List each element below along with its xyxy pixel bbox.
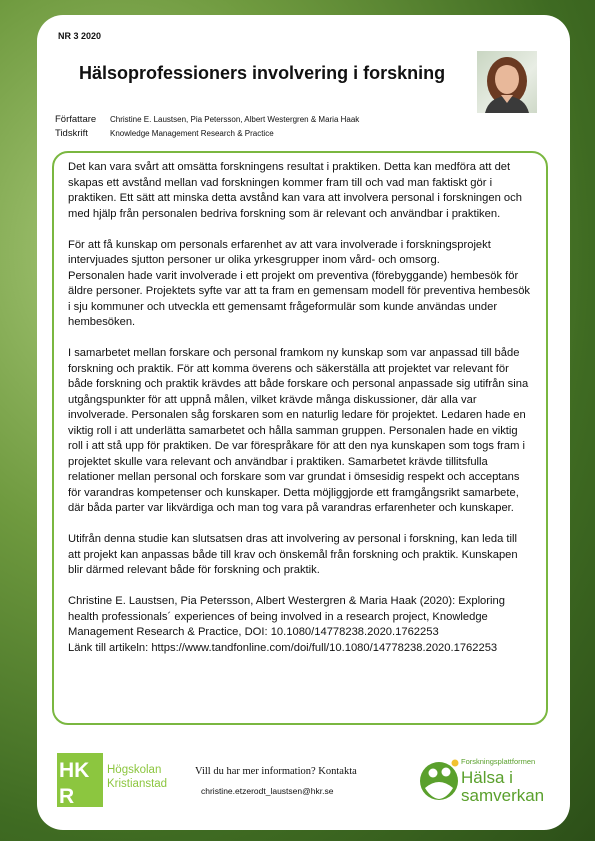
author-portrait-image	[477, 51, 537, 113]
platform-logo	[417, 748, 562, 815]
platform-line1: Hälsa i	[461, 768, 513, 787]
authors-label: Författare	[55, 114, 97, 125]
authors-value: Christine E. Laustsen, Pia Petersson, Albert Westergren & Maria Haak	[110, 115, 360, 124]
journal-row	[55, 128, 274, 139]
issue-number: NR 3 2020	[58, 31, 102, 41]
journal-value: Knowledge Management Research & Practice	[110, 129, 274, 138]
body-text	[68, 160, 532, 656]
contact-email[interactable]: christine.etzerodt_laustsen@hkr.se	[201, 786, 334, 796]
paragraph-intro: Det kan vara svårt att omsätta forskningens resultat i praktiken. Detta kan medföra att det skapas ett avstånd mellan vad forskningen kommer fram till och vad man faktiskt gör i praktiken. Ett sätt att minska detta avstånd kan vara att involvera personal i forskningen och med hjälp från personalen bedriva forskning som är relevant och användbar i praktiken.	[68, 161, 522, 220]
hkr-name-line2: Kristianstad	[107, 778, 168, 790]
page-title: Hälsoprofessioners involvering i forskning	[79, 63, 446, 83]
author-photo	[477, 51, 537, 113]
article-card	[37, 15, 570, 830]
paragraph-method-a: För att få kunskap om personals erfarenhet av att vara involverade i forskningsprojekt intervjuades sjutton personer ur olika yrkesgrupper inom vård- och omsorg.	[68, 238, 491, 266]
platform-line2: samverkan	[461, 786, 545, 805]
paragraph-method-b: Personalen hade varit involverade i ett projekt om preventiva (förebyggande) hembesök för äldre personer. Projektets syfte var att ta fram en gemensam modell för preventiva hembesök i sju kommuner och utveckla ett gemensamt frågeformulär som kunde användas under hembesöken.	[68, 269, 531, 328]
hkr-letters-top: HK	[59, 759, 90, 782]
reference-citation: Christine E. Laustsen, Pia Petersson, Albert Westergren & Maria Haak (2020): Exploring health professionals´ experiences of being involved in a research project, Knowledge Management Research & Practice, DOI: 10.1080/14778238.2020.1762253	[68, 595, 505, 638]
hkr-letters-bottom: R	[59, 785, 75, 808]
summary-box	[52, 151, 548, 725]
article-link[interactable]: Länk till artikeln: https://www.tandfonline.com/doi/full/10.1080/14778238.2020.1762253	[68, 641, 498, 654]
contact-question: Vill du har mer information? Kontakta	[195, 766, 357, 777]
contact-block	[195, 766, 357, 796]
paragraph-results: I samarbetet mellan forskare och personal framkom ny kunskap som var anpassad till både forskning och praktik. För att komma överens och säkerställa att projektet var relevant för både forskning och praktik krävdes att både forskare och personal anpassade sig utifrån sina utgångspunkter för att uppnå målen, vilket krävde många diskussioner, där alla var involverade. Personalen såg forskaren som en naturlig ledare för projektet. Ledaren hade en viktig roll i att underlätta samarbetet och hålla samman gruppen. Personalen hade en viktig roll i att stå upp för praktiken. De var förespråkare för att den nya kunskapen som togs fram i projektet skulle vara relevant och användbar i praktiken. Samarbetet krävde tillitsfulla relationer mellan personal och forskare som var grundat i ömsesidig respekt och acceptans för varandras kompetenser och kunskaper. Detta möjliggjorde ett framgångsrikt samarbete, där båda parter var likvärdiga och man tog vara på varandras erfarenheter och kunskaper.	[68, 347, 529, 514]
platform-logo-graphic	[417, 748, 562, 810]
journal-label: Tidskrift	[55, 128, 88, 139]
reference-block	[68, 594, 532, 656]
hkr-logo	[57, 753, 182, 814]
authors-row	[55, 114, 359, 125]
hkr-name-line1: Högskolan	[107, 764, 162, 776]
platform-small-text: Forskningsplattformen	[461, 757, 536, 766]
paragraph-conclusion: Utifrån denna studie kan slutsatsen dras att involvering av personal i forskning, kan leda till att projekt kan anpassas både till krav och önskemål från forskning och praktik. Kunskapen blir därmed relevant både för forskning och praktik.	[68, 533, 518, 576]
hkr-logo-graphic	[57, 753, 182, 809]
paragraph-method	[68, 238, 532, 331]
